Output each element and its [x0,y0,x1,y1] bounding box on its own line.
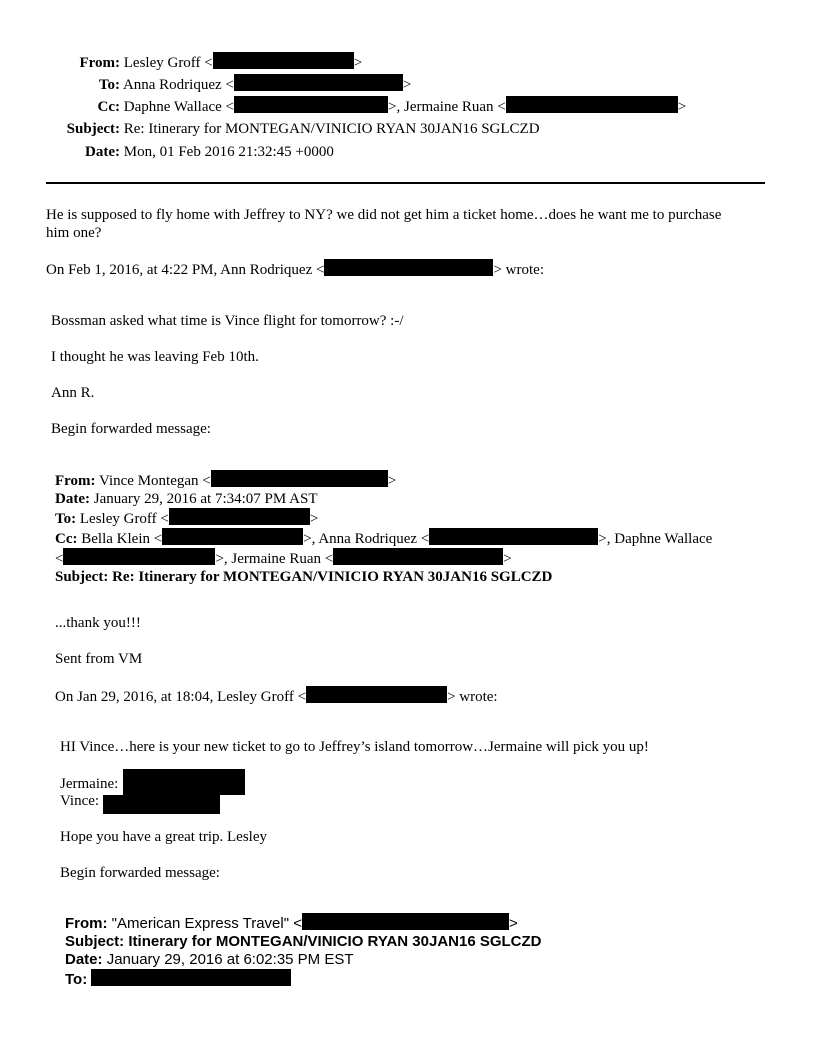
forwarded-marker: Begin forwarded message: [51,421,211,437]
quote-suffix: > wrote: [447,689,498,705]
amex-from-row [65,913,542,933]
fwd1-from-value: Vince Montegan < [99,473,211,489]
fwd1-cc-sep-3: >, Jermaine Ruan < [215,551,334,567]
contact-jermaine [60,775,118,793]
reply-line-2: him one? [46,225,102,241]
redaction-box [211,470,388,487]
fwd1-to-value: Lesley Groff < [79,511,169,527]
fwd1-subject-value: Re: Itinerary for MONTEGAN/VINICIO RYAN 30JAN16 SGLCZD [112,569,553,585]
cc-label: Cc: [97,99,120,115]
redaction-box [306,686,447,703]
amex-from-label: From: [65,915,108,932]
amex-to-label: To: [65,971,88,988]
redaction-box [234,96,388,113]
angle-close: > [508,915,518,932]
subject-label: Subject: [66,121,120,137]
from-value: Lesley Groff < [123,55,213,71]
header-date-row [0,141,334,163]
quote-suffix: > wrote: [493,262,544,278]
amex-date-value: January 29, 2016 at 6:02:35 PM EST [106,951,354,968]
amex-to-row [65,969,542,989]
header-to-row [0,74,411,96]
fwd1-to-row [55,508,712,528]
amex-subject-row [65,933,542,951]
fwd1-from-row [55,470,712,490]
quote-prefix: On Jan 29, 2016, at 18:04, Lesley Groff < [55,689,307,705]
fwd1-to-label: To: [55,511,77,527]
redaction-box [234,74,403,91]
cc-value-1: Daphne Wallace < [123,99,235,115]
angle-open: < [55,551,64,567]
contact-label: Vince: [60,793,100,809]
redaction-box [302,913,509,930]
reply-line-1: He is supposed to fly home with Jeffrey to NY? we did not get him a ticket home…does he want me to purchase [46,207,722,223]
redaction-box [429,528,598,545]
cc-separator: >, Jermaine Ruan < [388,99,506,115]
header-subject-row [0,118,540,140]
amex-subject-label: Subject: [65,933,125,950]
amex-date-row [65,951,542,969]
fwd1-cc-label: Cc: [55,531,78,547]
quote-attribution-2 [55,686,498,706]
to-value: Anna Rodriquez < [122,77,234,93]
redaction-box [63,548,215,565]
header-from-row [0,52,362,74]
message-signature: Ann R. [51,385,95,401]
angle-close: > [309,511,319,527]
from-label: From: [79,55,120,71]
message-text: HI Vince…here is your new ticket to go to Jeffrey’s island tomorrow…Jermaine will pick you up! [60,739,649,755]
redaction-box [506,96,678,113]
amex-date-label: Date: [65,951,103,968]
header-cc-row [0,96,686,118]
amex-subject-value: Itinerary for MONTEGAN/VINICIO RYAN 30JAN16 SGLCZD [128,933,542,950]
forwarded-header-2 [65,913,542,989]
message-signature: Sent from VM [55,651,143,667]
fwd1-date-row [55,490,712,508]
fwd1-cc-row [55,528,712,548]
redaction-box [324,259,493,276]
to-label: To: [98,77,120,93]
redaction-box [213,52,354,69]
quote-attribution-1 [46,259,544,279]
date-value: Mon, 01 Feb 2016 21:32:45 +0000 [123,144,334,160]
quote-prefix: On Feb 1, 2016, at 4:22 PM, Ann Rodriquez < [46,262,325,278]
date-label: Date: [85,144,120,160]
contact-vince [60,792,99,810]
fwd1-cc-sep-2: >, Daphne Wallace [598,531,713,547]
message-text: ...thank you!!! [55,615,141,631]
redaction-box [333,548,503,565]
angle-close: > [387,473,397,489]
fwd1-cc-value-1: Bella Klein < [81,531,163,547]
forwarded-header-1 [55,470,712,586]
redaction-box [123,769,245,795]
fwd1-cc-row-2 [55,548,712,568]
message-text: I thought he was leaving Feb 10th. [51,349,259,365]
message-text: Bossman asked what time is Vince flight for tomorrow? :-/ [51,313,404,329]
angle-close: > [353,55,363,71]
forwarded-marker: Begin forwarded message: [60,865,220,881]
redaction-box [91,969,291,986]
fwd1-subject-row [55,568,712,586]
redaction-box [162,528,303,545]
fwd1-subject-label: Subject: [55,569,109,585]
angle-close: > [677,99,687,115]
angle-close: > [503,551,512,567]
angle-close: > [402,77,412,93]
amex-from-value: "American Express Travel" < [111,915,302,932]
fwd1-cc-sep-1: >, Anna Rodriquez < [303,531,430,547]
subject-value: Re: Itinerary for MONTEGAN/VINICIO RYAN 30JAN16 SGLCZD [123,121,540,137]
fwd1-from-label: From: [55,473,96,489]
fwd1-date-value: January 29, 2016 at 7:34:07 PM AST [93,491,318,507]
message-text: Hope you have a great trip. Lesley [60,829,268,845]
redaction-box [169,508,310,525]
redaction-box [103,795,220,814]
contact-label: Jermaine: [60,776,119,792]
fwd1-date-label: Date: [55,491,90,507]
header-divider [46,182,765,184]
